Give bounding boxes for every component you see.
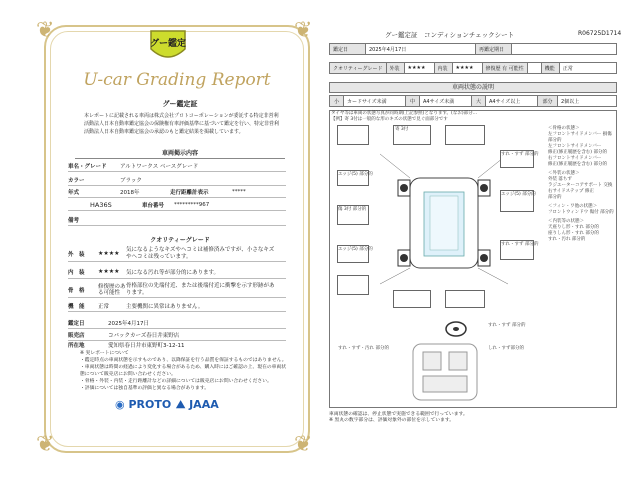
jaaa-logo bbox=[176, 398, 219, 412]
diagram-label: すれ・すず 部分的 bbox=[501, 152, 539, 157]
sheet-mech-value: 正常 bbox=[559, 63, 616, 74]
condition-line: 右サイドステップ 修正 bbox=[548, 189, 594, 194]
shop-label: 販売店 bbox=[68, 332, 85, 339]
condition-line: すれ・汚れ 部分的 bbox=[548, 237, 586, 242]
legend-line-2: 【例】寄 3付は一般的な形のキズの状態で見ぐ面部分です bbox=[331, 117, 448, 122]
condition-line: 外装 落ちず bbox=[548, 177, 572, 182]
diagram-label: エッジ(5) 部分的 bbox=[501, 192, 536, 197]
condition-line: 左フロントサイドメンバー 損傷 bbox=[548, 132, 612, 137]
quality-mech-row bbox=[68, 300, 286, 312]
vehicle-section-title: 車両掲示内容 bbox=[75, 148, 285, 159]
size-small: 小 bbox=[330, 96, 344, 107]
condition-line: フロントウィンドウ 傷付 部分的 bbox=[548, 210, 614, 215]
flourish-bottom-left: ❦ bbox=[36, 432, 55, 457]
condition-line: 左フロントサイドメンバー bbox=[548, 144, 602, 149]
quality-interior-stars: ★★★★ bbox=[98, 268, 120, 275]
vehicle-chassis-value: *********967 bbox=[174, 201, 210, 208]
diagram-label: エッジ(5) 部分的 bbox=[338, 247, 373, 252]
quality-mech-label: 機 能 bbox=[68, 303, 85, 310]
cert-title: グー鑑定証 bbox=[162, 100, 198, 108]
condition-line: ＜骨格の状態＞ bbox=[548, 126, 580, 131]
vehicle-chassis-label: 車台番号 bbox=[142, 202, 165, 209]
part-box bbox=[393, 290, 431, 308]
vehicle-notes-label: 備考 bbox=[68, 217, 80, 224]
quality-interior-label: 内 装 bbox=[68, 269, 85, 276]
condition-line: 右フロントサイドメンバー bbox=[548, 156, 602, 161]
part-box bbox=[445, 290, 485, 308]
notes-block bbox=[80, 350, 290, 392]
vehicle-year-value: 2018年 bbox=[120, 189, 140, 196]
proto-logo bbox=[115, 398, 171, 411]
vehicle-color-row bbox=[68, 174, 286, 186]
quality-frame-value: 修復歴のある可能性 bbox=[98, 283, 126, 296]
vehicle-mileage-value: ***** bbox=[232, 188, 246, 195]
sheet-footer-line2: ※ 黒丸の数字部分は、評価対象外の部位を示しています。 bbox=[329, 418, 455, 423]
note-item: ・評価については独自基準の評価と異なる場合があります。 bbox=[80, 386, 210, 391]
cert-date-row bbox=[68, 317, 286, 329]
note-item: ・鑑定時点の車両状態を示すものであり、以降保証を行う品質を保証するものではありません。 bbox=[80, 358, 287, 363]
address-value: 愛知県春日井市東野町3-12-11 bbox=[108, 343, 185, 349]
vehicle-model-row bbox=[68, 199, 286, 211]
goo-badge-icon bbox=[147, 27, 189, 65]
quality-interior-text: 気になる汚れ等が部分的にあります。 bbox=[126, 269, 220, 276]
quality-exterior-text: 気になるようなキズやヘコミは補修済みですが、小さなキズやヘコミは残っています。 bbox=[126, 246, 275, 260]
sheet-frame-value bbox=[527, 63, 541, 74]
quality-mech-value: 正常 bbox=[98, 303, 110, 310]
report-title: U-car Grading Report bbox=[83, 70, 271, 90]
diagram-label: 寄 3付 bbox=[395, 127, 409, 132]
vehicle-name-value: アルトワークス ベースグレード bbox=[120, 163, 199, 170]
sheet-grade-table bbox=[329, 62, 617, 74]
sheet-ext-label: 外装 bbox=[386, 63, 404, 74]
condition-line: 修正(修正履歴を含む) 部分的 bbox=[548, 150, 607, 155]
car-top-view-diagram bbox=[380, 150, 508, 288]
quality-exterior-row bbox=[68, 246, 286, 262]
vehicle-name-row bbox=[68, 160, 286, 172]
diagram-label: すれ・すず・汚れ 部分的 bbox=[338, 346, 389, 351]
legend-line-1: タイヤ等は車両の状態写真が同時期(上記参照)となります。(なお)部分… bbox=[331, 111, 478, 116]
diagram-label: すれ・すず 部分的 bbox=[501, 242, 539, 247]
flourish-bottom-right: ❦ bbox=[294, 432, 313, 457]
diagram-label: すれ・すず 部分的 bbox=[488, 323, 526, 328]
condition-line: 部分的 bbox=[548, 138, 562, 143]
sheet-next-label: 再鑑定期日 bbox=[476, 44, 512, 55]
diagram-label: 傷 3付 部分的 bbox=[338, 207, 367, 212]
quality-section-title: クオリティーグレード bbox=[150, 237, 210, 244]
car-interior-diagram bbox=[405, 340, 485, 404]
condition-line: 部分的 bbox=[548, 195, 562, 200]
diagram-label: しれ・すず部分的 bbox=[488, 346, 525, 351]
sheet-date-table bbox=[329, 43, 617, 55]
condition-line: ＜内装等の状態＞ bbox=[548, 219, 584, 224]
condition-line: 修正(修正履歴を含む) 部分的 bbox=[548, 162, 607, 167]
condition-line: ＜外装の状態＞ bbox=[548, 171, 580, 176]
sheet-int-label: 内装 bbox=[434, 63, 452, 74]
condition-detail-list bbox=[548, 126, 614, 243]
part-label: 部分 bbox=[538, 96, 558, 107]
vehicle-mileage-label: 走行距離計表示 bbox=[170, 189, 209, 196]
state-section-title: 車両状態の説明 bbox=[329, 82, 617, 93]
address-label: 所在地 bbox=[68, 343, 85, 349]
flourish-top-right: ❦ bbox=[294, 18, 313, 43]
quality-frame-row bbox=[68, 282, 286, 298]
quality-mech-text: 主要機関に異常はありません。 bbox=[126, 303, 204, 310]
part-box bbox=[337, 125, 369, 145]
size-large: 大 bbox=[472, 96, 486, 107]
sheet-date-label: 鑑定日 bbox=[330, 44, 366, 55]
sheet-footer bbox=[329, 412, 468, 424]
size-large-desc: A4サイズ以上 bbox=[486, 96, 538, 107]
note-item: ・骨格・外装・内装・走行距離計などの詳細については販売店にお問い合わせください。 bbox=[80, 379, 272, 384]
condition-line: ＜フィン・ワ他の状態＞ bbox=[548, 204, 598, 209]
quality-frame-text: 骨格部位の先端付近、または後端付近に衝撃を示す形跡があります。 bbox=[126, 282, 275, 296]
jaaa-mark-icon: ⛰ bbox=[176, 398, 186, 411]
vehicle-year-row bbox=[68, 186, 286, 198]
condition-line: 座りしん形・すれ 部分的 bbox=[548, 231, 599, 236]
proto-logo-text: PROTO bbox=[128, 398, 172, 411]
vehicle-model-value: HA36S bbox=[90, 200, 112, 209]
sheet-title: グー鑑定証 コンディションチェックシート bbox=[385, 31, 515, 39]
note-item: ・車両状態は時間の経過により変化する場合があるため、購入時にはご確認の上、現在の車両状態について販売店にお問い合わせください。 bbox=[80, 365, 287, 377]
steering-wheel-icon bbox=[444, 320, 468, 338]
size-legend-table bbox=[329, 95, 617, 107]
size-small-desc: カードサイズ未満 bbox=[344, 96, 406, 107]
sheet-int-stars: ★★★★ bbox=[452, 63, 482, 74]
size-mid: 中 bbox=[406, 96, 420, 107]
intro-text: 本レポートに記載される車両は株式会社プロトコーポレーションが委託する特定非営利活動法人日本自動車鑑定協会の保険権有車評価基準に基づいて鑑定を行い、特定非営利活動法人日本自動車鑑定協会の承認のもと鑑定結果を掲載しています。 bbox=[84, 113, 280, 135]
cert-date-value: 2025年4月17日 bbox=[108, 320, 149, 327]
diagram-label: エッジ(5) 部分的 bbox=[338, 172, 373, 177]
badge-text: グー鑑定 bbox=[149, 39, 187, 49]
sheet-mech-label: 機能 bbox=[541, 63, 559, 74]
part-box bbox=[337, 275, 369, 295]
vehicle-color-value: ブラック bbox=[120, 177, 142, 184]
notes-title: ※ 実レポートについて bbox=[80, 351, 129, 356]
jaaa-logo-text: JAAA bbox=[189, 398, 219, 411]
condition-line: 天座りし形・すれ 部分的 bbox=[548, 225, 599, 230]
sheet-footer-line1: 車両状態の確認は、停止状態で実施できる範囲で行っています。 bbox=[329, 412, 468, 417]
vehicle-notes-row bbox=[68, 214, 286, 226]
quality-frame-label: 骨 格 bbox=[68, 287, 85, 294]
shop-value: コバックカーズ春日井東野店 bbox=[108, 332, 180, 339]
cert-date-label: 鑑定日 bbox=[68, 320, 85, 327]
quality-exterior-label: 外 装 bbox=[68, 251, 85, 258]
size-mid-desc: A4サイズ未満 bbox=[420, 96, 472, 107]
vehicle-year-label: 年式 bbox=[68, 189, 80, 196]
quality-exterior-stars: ★★★★ bbox=[98, 250, 120, 257]
sheet-date-value: 2025年4月17日 bbox=[366, 44, 476, 55]
sheet-ext-stars: ★★★★ bbox=[404, 63, 434, 74]
sheet-frame-label: 修復歴 有 可能性 bbox=[482, 63, 527, 74]
vehicle-name-label: 車名・グレード bbox=[68, 163, 107, 170]
flourish-top-left: ❦ bbox=[36, 18, 55, 43]
condition-line: ラジエーターコアサポート 交換 bbox=[548, 183, 613, 188]
quality-interior-row bbox=[68, 265, 286, 279]
proto-mark-icon: ◉ bbox=[115, 398, 125, 411]
part-value: 2個以上 bbox=[558, 96, 617, 107]
vehicle-color-label: カラー bbox=[68, 177, 85, 184]
part-box bbox=[445, 125, 485, 145]
sheet-id: R06725D1714 bbox=[578, 30, 622, 37]
sheet-grade-label: クオリティーグレード bbox=[330, 63, 387, 74]
